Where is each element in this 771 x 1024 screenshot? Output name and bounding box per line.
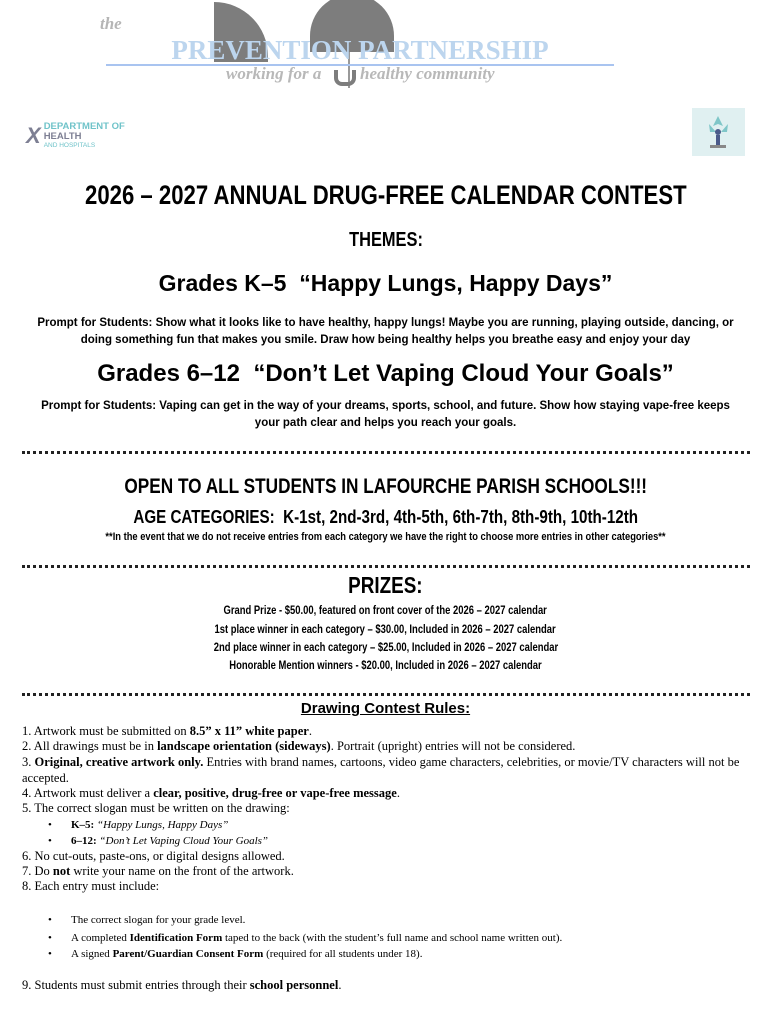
divider <box>22 565 750 568</box>
theme-612-prompt: Prompt for Students: Vaping can get in the way of your dreams, sports, school, and future. Show how staying vape-free keeps your path clear and helps you reach your goals. <box>41 400 730 429</box>
rule-text: 3. <box>22 755 35 769</box>
age-category: K-1st <box>282 506 321 527</box>
include-bold: Identification Form <box>129 932 223 944</box>
page-title-text: 2026 – 2027 ANNUAL DRUG-FREE CALENDAR CONTEST <box>84 180 687 210</box>
logo-name: PREVENTION PARTNERSHIP <box>106 36 614 66</box>
dhh-logo <box>26 122 125 149</box>
rule-bold: clear, positive, drug-free or vape-free message <box>153 786 397 800</box>
include-text: The correct slogan for your grade level. <box>71 914 246 926</box>
theme-612-slogan: “Don’t Let Vaping Cloud Your Goals” <box>253 360 674 387</box>
theme-k5 <box>0 270 771 297</box>
age-categories: AGE CATEGORIES: K-1st, 2nd-3rd, 4th-5th, 6th-7th, 8th-9th, 10th-12th <box>133 506 638 527</box>
rule-text: 4. Artwork must deliver a <box>22 786 154 800</box>
themes-heading-text: THEMES: <box>348 229 423 251</box>
rule-text: . <box>338 978 342 992</box>
rule-text: 7. Do <box>22 864 53 878</box>
themes-heading <box>0 229 771 252</box>
dhh-line3: AND HOSPITALS <box>43 142 96 149</box>
slogan-text: “Happy Lungs, Happy Days” <box>96 819 229 831</box>
include-item <box>48 947 422 962</box>
tree-logo-icon <box>692 108 745 156</box>
slogan-item <box>48 834 268 849</box>
dhh-line2: HEALTH <box>43 131 82 142</box>
prize-item <box>0 605 771 617</box>
age-category: 10th-12th <box>570 506 638 527</box>
rule-text: 9. Students must submit entries through their <box>22 978 250 992</box>
prizes-heading-text: PRIZES: <box>348 572 423 598</box>
rule-9 <box>22 978 742 994</box>
logo-tagline-left: working for a <box>226 64 322 83</box>
prize-item <box>0 624 771 636</box>
age-category: 6th-7th <box>452 506 503 527</box>
include-text: A completed <box>71 932 130 944</box>
prize-text: 1st place winner in each category – $30.00, Included in 2026 – 2027 calendar <box>214 624 557 636</box>
rule-7 <box>22 864 742 880</box>
prize-text: Honorable Mention winners - $20.00, Included in 2026 – 2027 calendar <box>229 660 542 672</box>
rule-bold: 8.5” x 11” white paper <box>189 724 309 738</box>
theme-k5-prompt: Prompt for Students: Show what it looks like to have healthy, happy lungs! Maybe you are running, playing outside, dancing, or doing something fun that makes you smile. Draw how being healthy helps you breathe easy and enjoy your day <box>37 317 734 346</box>
rule-2 <box>22 739 742 755</box>
rule-bold: school personnel <box>249 978 339 992</box>
divider <box>22 451 750 454</box>
rule-5: 5. The correct slogan must be written on the drawing: <box>22 801 290 815</box>
rule-4 <box>22 786 742 802</box>
prize-text: 2nd place winner in each category – $25.00, Included in 2026 – 2027 calendar <box>213 642 558 654</box>
rule-6: 6. No cut-outs, paste-ons, or digital designs allowed. <box>22 849 285 863</box>
prize-item <box>0 660 771 672</box>
rule-text: . <box>308 724 312 738</box>
slogan-text: “Don’t Let Vaping Cloud Your Goals” <box>99 835 269 847</box>
eligibility-note <box>0 531 771 543</box>
logo-the: the <box>100 14 122 33</box>
prize-text: Grand Prize - $50.00, featured on front cover of the 2026 – 2027 calendar <box>223 605 548 617</box>
rule-text: Entries with brand names, cartoons, video game characters, celebrities, or movie/TV characters will not be accepted. <box>22 755 740 785</box>
include-bold: Parent/Guardian Consent Form <box>112 948 264 960</box>
eligibility-note-text: **In the event that we do not receive entries from each category we have the right to choose more entries in other categories** <box>105 531 666 543</box>
divider <box>22 693 750 696</box>
prize-item <box>0 642 771 654</box>
rule-text: . Portrait (upright) entries will not be considered. <box>330 739 576 753</box>
page-title <box>0 180 771 211</box>
rule-3 <box>22 755 742 786</box>
rule-bold: landscape orientation (sideways) <box>157 739 331 753</box>
theme-k5-grade: Grades K–5 <box>158 270 287 296</box>
rule-8: 8. Each entry must include: <box>22 879 160 893</box>
rule-text: 2. All drawings must be in <box>22 739 158 753</box>
eligibility-heading <box>0 475 771 499</box>
age-categories-label: AGE CATEGORIES: <box>133 506 275 527</box>
eligibility-heading-text: OPEN TO ALL STUDENTS IN LAFOURCHE PARISH SCHOOLS!!! <box>124 475 647 498</box>
rule-text: 1. Artwork must be submitted on <box>22 724 190 738</box>
slogan-item <box>48 818 228 833</box>
age-category: 8th-9th <box>511 506 562 527</box>
umbrella-hook-icon <box>334 70 356 86</box>
include-text: taped to the back (with the student’s full name and school name written out). <box>222 932 563 944</box>
rule-1 <box>22 724 742 740</box>
rule-bold: Original, creative artwork only. <box>34 755 204 769</box>
theme-612-grade: Grades 6–12 <box>97 360 240 387</box>
include-text: (required for all students under 18). <box>263 948 423 960</box>
rule-text: write your name on the front of the artwork. <box>70 864 294 878</box>
rule-text: . <box>396 786 400 800</box>
dhh-figure-icon: X <box>26 122 41 148</box>
rule-bold: not <box>52 864 71 878</box>
theme-k5-slogan: “Happy Lungs, Happy Days” <box>299 270 613 296</box>
include-item <box>48 931 562 946</box>
age-category: 4th-5th <box>393 506 444 527</box>
age-category: 2nd-3rd <box>329 506 385 527</box>
include-item <box>48 913 245 928</box>
prizes-heading <box>0 572 771 599</box>
slogan-label: K–5: <box>71 819 95 831</box>
dhh-line1: DEPARTMENT OF <box>43 121 125 132</box>
include-text: A signed <box>71 948 113 960</box>
rules-heading: Drawing Contest Rules: <box>300 700 471 717</box>
slogan-label: 6–12: <box>71 835 97 847</box>
logo-tagline-right: healthy community <box>360 64 495 83</box>
theme-612 <box>0 360 771 388</box>
